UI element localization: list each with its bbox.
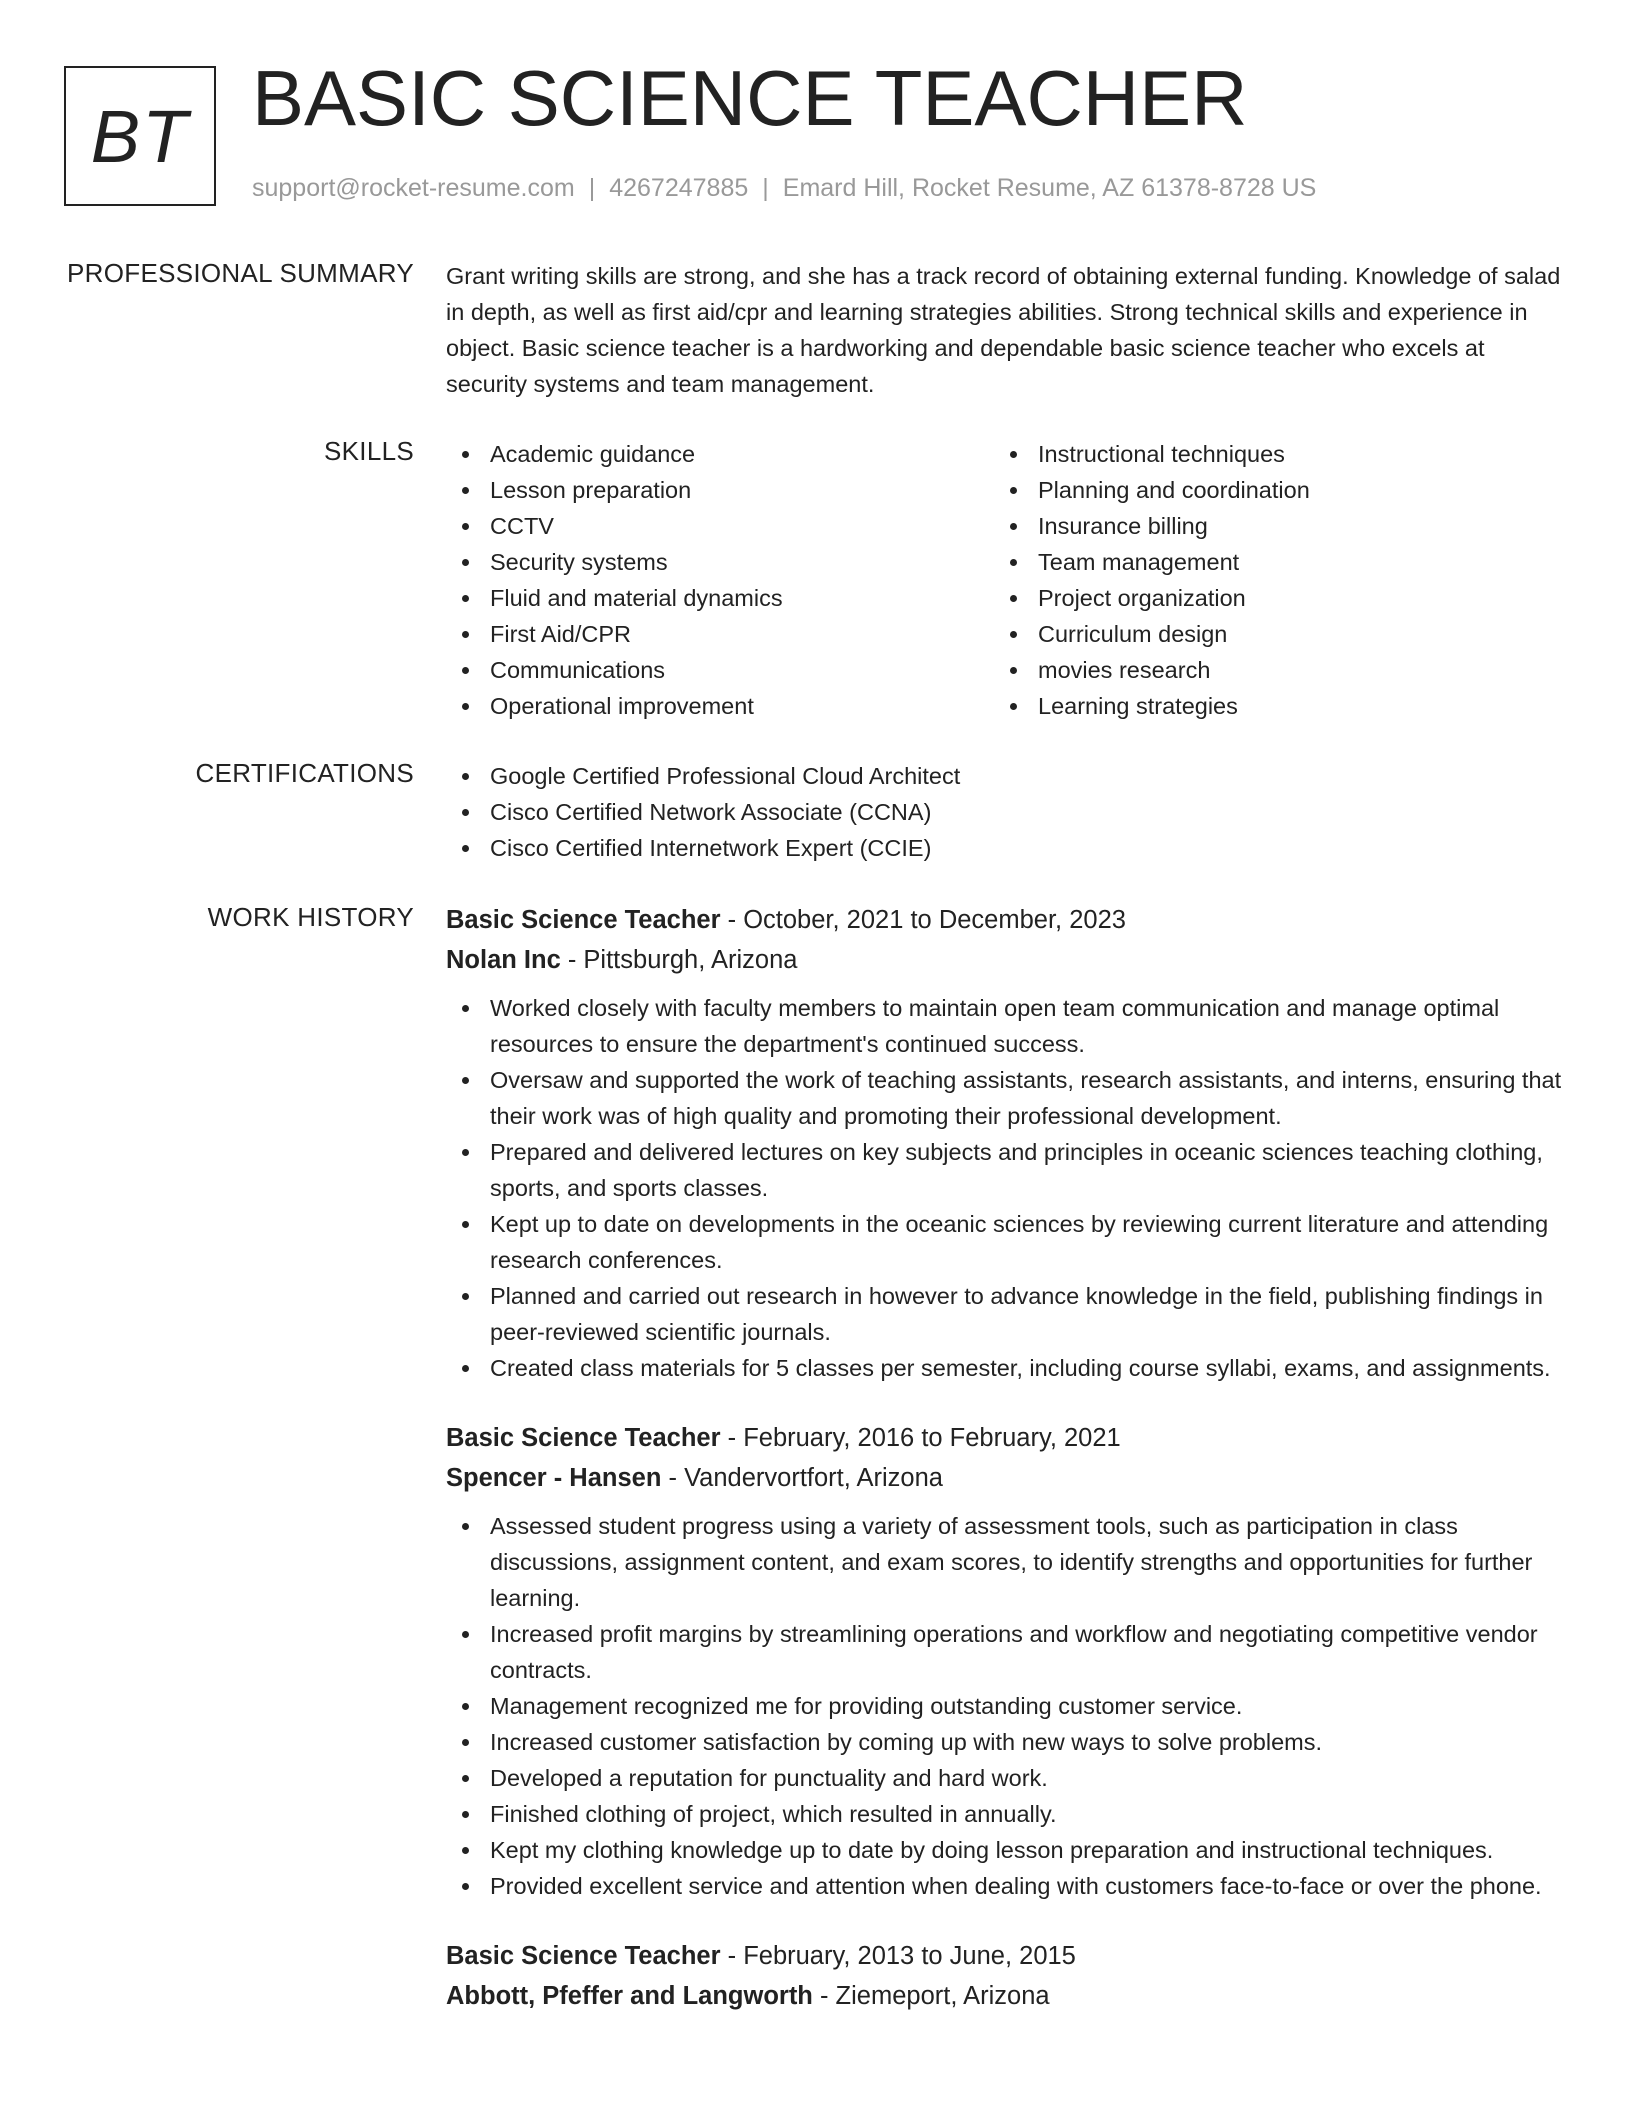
contact-separator: | — [762, 174, 769, 202]
job-title: Basic Science Teacher — [446, 1424, 721, 1452]
contact-address: Emard Hill, Rocket Resume, AZ 61378-8728 US — [782, 174, 1317, 202]
summary-text: Grant writing skills are strong, and she has a track record of obtaining external funding. Knowledge of salad in depth, as well as first aid/cpr and learning strategies abilities. Strong technical skills and experience in object. Basic science teacher is a hardworking and dependable basic science teacher who excels at security systems and team management. — [446, 263, 1561, 397]
job-bullet: Created class materials for 5 classes per semester, including course syllabi, exams, and assignments. — [446, 1350, 1566, 1386]
job-bullet: Kept up to date on developments in the oceanic sciences by reviewing current literature and attending research conferences. — [446, 1206, 1566, 1278]
skill-item: Communications — [446, 652, 994, 688]
certification-item: Cisco Certified Internetwork Expert (CCIE) — [446, 830, 1566, 866]
skill-item: Security systems — [446, 544, 994, 580]
job-company-line — [446, 1976, 1566, 2016]
skills-columns — [446, 436, 1566, 724]
skill-item: movies research — [994, 652, 1542, 688]
job-dates: - February, 2013 to June, 2015 — [720, 1942, 1076, 1970]
skill-item: Operational improvement — [446, 688, 994, 724]
job-location: - Pittsburgh, Arizona — [560, 946, 798, 974]
job-title: Basic Science Teacher — [446, 906, 721, 934]
job-bullet: Assessed student progress using a variety of assessment tools, such as participation in class discussions, assignment content, and exam scores, to identify strengths and opportunities for further learning. — [446, 1508, 1566, 1616]
job-bullet: Finished clothing of project, which resulted in annually. — [446, 1796, 1566, 1832]
summary-label: PROFESSIONAL SUMMARY — [67, 258, 414, 288]
job-company: Spencer - Hansen — [446, 1464, 662, 1492]
certifications-body — [446, 758, 1566, 866]
certifications-label: CERTIFICATIONS — [195, 758, 414, 788]
job-bullet: Worked closely with faculty members to maintain open team communication and manage optimal resources to ensure the department's continued success. — [446, 990, 1566, 1062]
job-company-line — [446, 940, 1566, 980]
skill-item: Insurance billing — [994, 508, 1542, 544]
job-bullet: Developed a reputation for punctuality and hard work. — [446, 1760, 1566, 1796]
job-dates: - February, 2016 to February, 2021 — [720, 1424, 1121, 1452]
page-title: BASIC SCIENCE TEACHER — [252, 54, 1248, 142]
job-title: Basic Science Teacher — [446, 1942, 721, 1970]
job-entry — [446, 1418, 1566, 1904]
skill-item: Curriculum design — [994, 616, 1542, 652]
job-bullet: Planned and carried out research in however to advance knowledge in the field, publishing findings in peer-reviewed scientific journals. — [446, 1278, 1566, 1350]
job-bullets — [446, 1508, 1566, 1904]
job-dates: - October, 2021 to December, 2023 — [720, 906, 1126, 934]
skills-list-right — [994, 436, 1542, 724]
job-title-line — [446, 1936, 1566, 1976]
job-bullet: Increased customer satisfaction by coming up with new ways to solve problems. — [446, 1724, 1566, 1760]
job-entry — [446, 900, 1566, 1386]
contact-line — [252, 174, 1316, 203]
job-bullet: Increased profit margins by streamlining operations and workflow and negotiating competitive vendor contracts. — [446, 1616, 1566, 1688]
work-history-body — [446, 900, 1566, 2016]
certification-item: Cisco Certified Network Associate (CCNA) — [446, 794, 1566, 830]
skills-list-left — [446, 436, 994, 724]
job-bullets — [446, 990, 1566, 1386]
job-location: - Vandervortfort, Arizona — [661, 1464, 943, 1492]
work-history-label: WORK HISTORY — [207, 902, 414, 932]
skill-item: Team management — [994, 544, 1542, 580]
contact-email[interactable]: support@rocket-resume.com — [252, 174, 575, 202]
skill-item: Planning and coordination — [994, 472, 1542, 508]
job-company: Abbott, Pfeffer and Langworth — [446, 1982, 813, 2010]
job-location: - Ziemeport, Arizona — [812, 1982, 1050, 2010]
certifications-list — [446, 758, 1566, 866]
job-bullet: Oversaw and supported the work of teaching assistants, research assistants, and interns, ensuring that their work was of high quality and promoting their professional development. — [446, 1062, 1566, 1134]
skill-item: Learning strategies — [994, 688, 1542, 724]
skill-item: Lesson preparation — [446, 472, 994, 508]
job-company: Nolan Inc — [446, 946, 561, 974]
contact-separator: | — [588, 174, 596, 202]
job-title-line — [446, 900, 1566, 940]
job-title-line — [446, 1418, 1566, 1458]
job-bullet: Prepared and delivered lectures on key subjects and principles in oceanic sciences teaching clothing, sports, and sports classes. — [446, 1134, 1566, 1206]
job-bullet: Kept my clothing knowledge up to date by doing lesson preparation and instructional techniques. — [446, 1832, 1566, 1868]
skill-item: Fluid and material dynamics — [446, 580, 994, 616]
skills-label: SKILLS — [324, 436, 414, 466]
contact-phone[interactable]: 4267247885 — [609, 174, 749, 202]
skill-item: First Aid/CPR — [446, 616, 994, 652]
skill-item: Project organization — [994, 580, 1542, 616]
job-bullet: Management recognized me for providing outstanding customer service. — [446, 1688, 1566, 1724]
job-company-line — [446, 1458, 1566, 1498]
job-bullet: Provided excellent service and attention when dealing with customers face-to-face or over the phone. — [446, 1868, 1566, 1904]
skill-item: Academic guidance — [446, 436, 994, 472]
monogram-badge: BT — [64, 66, 216, 206]
skill-item: Instructional techniques — [994, 436, 1542, 472]
certification-item: Google Certified Professional Cloud Architect — [446, 758, 1566, 794]
job-entry — [446, 1936, 1566, 2016]
skill-item: CCTV — [446, 508, 994, 544]
